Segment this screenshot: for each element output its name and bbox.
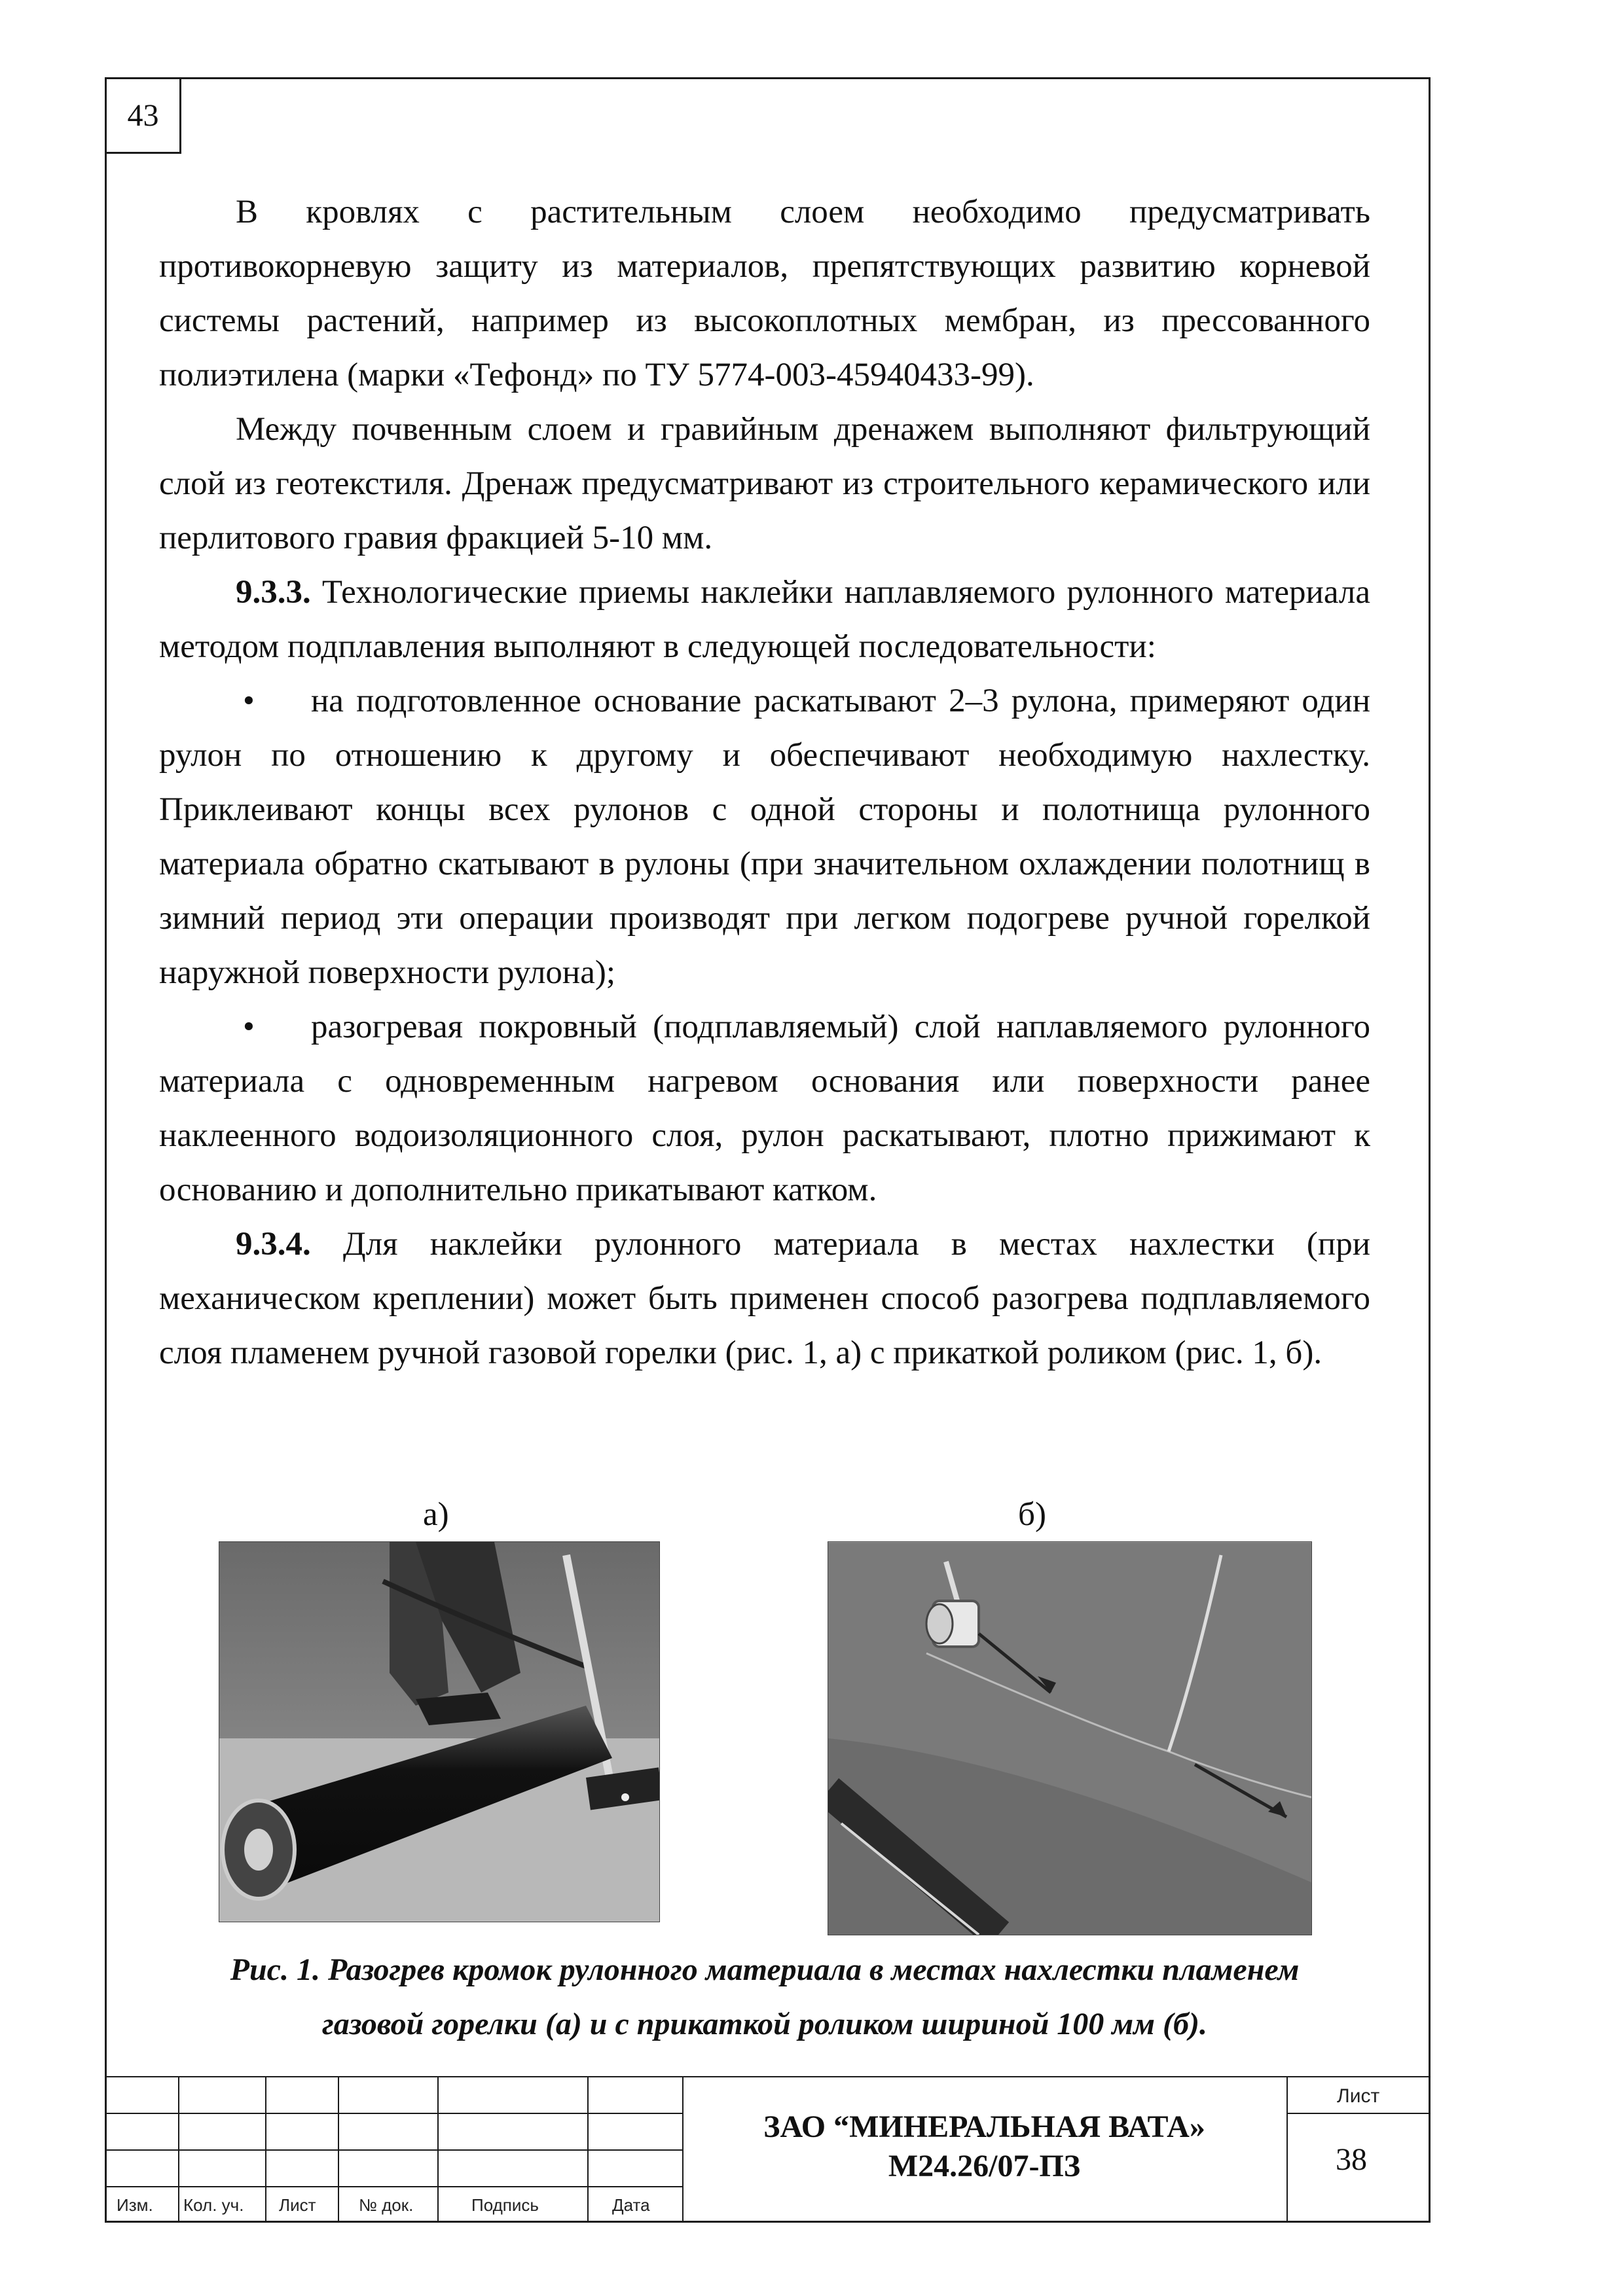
sheet-label: Лист <box>1337 2085 1380 2107</box>
page-number: 43 <box>127 98 159 133</box>
section-number-9-3-4: 9.3.4. <box>236 1226 311 1263</box>
section-number-9-3-3: 9.3.3. <box>236 574 311 611</box>
stamp-col-line <box>178 2076 179 2223</box>
stamp-col-line <box>265 2076 266 2223</box>
stamp-col-doc: № док. <box>359 2195 414 2215</box>
organization-name: ЗАО “МИНЕРАЛЬНАЯ ВАТА» <box>763 2109 1205 2144</box>
caption-line-1: Рис. 1. Разогрев кромок рулонного материала в местах нахлестки пламенем <box>230 1952 1300 1987</box>
title-block <box>105 2076 1431 2223</box>
paragraph-9-3-3-text: Технологические приемы наклейки наплавляемого рулонного материала методом подплавления выполняют в следующей последовательности: <box>159 574 1370 665</box>
bullet-item-1-text: на подготовленное основание раскатывают 2–3 рулона, примеряют один рулон по отношению к другому и обеспечивают необходимую нахлестку. Приклеивают концы всех рулонов с одной стороны и полотнища рулонного материала обратно скатывают в рулоны (при значительном охлаждении полотнищ в зимний период эти операции производят при легком подогреве ручной горелкой наружной поверхности рулона); <box>159 683 1370 991</box>
figure-label-b: б) <box>1018 1496 1046 1533</box>
stamp-col-line <box>437 2076 439 2223</box>
bullet-item-1 <box>159 674 1370 1000</box>
stamp-top-line <box>105 2076 1431 2077</box>
page-number-box <box>105 77 181 154</box>
stamp-col-line <box>587 2076 589 2223</box>
body-text <box>159 185 1370 1380</box>
stamp-sheet-line <box>1286 2113 1431 2114</box>
stamp-col-list: Лист <box>279 2195 316 2215</box>
figure-label-a: а) <box>423 1496 449 1533</box>
document-code: М24.26/07-ПЗ <box>888 2149 1081 2183</box>
photo-torch-heating <box>219 1541 660 1922</box>
bullet-item-2 <box>159 1000 1370 1217</box>
figure-caption <box>159 1943 1370 2051</box>
caption-line-2: газовой горелки (а) и с прикаткой роликом шириной 100 мм (б). <box>322 2007 1207 2041</box>
stamp-col-line <box>1286 2076 1288 2223</box>
paragraph-root-protection: В кровлях с растительным слоем необходимо предусматривать противокорневую защиту из материалов, препятствующих развитию корневой системы растений, например из высокоплотных мембран, из прессованного полиэтилена (марки «Тефонд» по ТУ 5774-003-45940433-99). <box>159 194 1370 393</box>
stamp-col-sign: Подпись <box>471 2195 539 2215</box>
sheet-number: 38 <box>1336 2142 1367 2177</box>
stamp-row-line-1 <box>105 2113 682 2114</box>
stamp-col-izm: Изм. <box>117 2195 153 2215</box>
stamp-row-line-3 <box>105 2186 682 2187</box>
stamp-row-line-2 <box>105 2149 682 2151</box>
paragraph-9-3-4-text: Для наклейки рулонного материала в местах нахлестки (при механическом креплении) может быть применен способ разогрева подплавляемого слоя пламенем ручной газовой горелки (рис. 1, а) с прикаткой роликом (рис. 1, б). <box>159 1226 1370 1371</box>
stamp-col-kol: Кол. уч. <box>183 2195 244 2215</box>
photo-roller-seam <box>828 1541 1312 1935</box>
paragraph-9-3-4 <box>159 1217 1370 1380</box>
bullet-icon: • <box>243 1009 255 1045</box>
stamp-col-line <box>338 2076 339 2223</box>
bullet-item-2-text: разогревая покровный (подплавляемый) слой наплавляемого рулонного материала с одновременным нагревом основания или поверхности ранее наклеенного водоизоляционного слоя, рулон раскатывают, плотно прижимают к основанию и дополнительно прикатывают катком. <box>159 1009 1370 1208</box>
paragraph-9-3-3 <box>159 565 1370 674</box>
paragraph-drainage: Между почвенным слоем и гравийным дренажем выполняют фильтрующий слой из геотекстиля. Дренаж предусматривают из строительного керамического или перлитового гравия фракцией 5-10 мм. <box>159 411 1370 556</box>
bullet-icon: • <box>243 683 255 719</box>
stamp-col-date: Дата <box>612 2195 650 2215</box>
organization-block <box>682 2108 1286 2186</box>
